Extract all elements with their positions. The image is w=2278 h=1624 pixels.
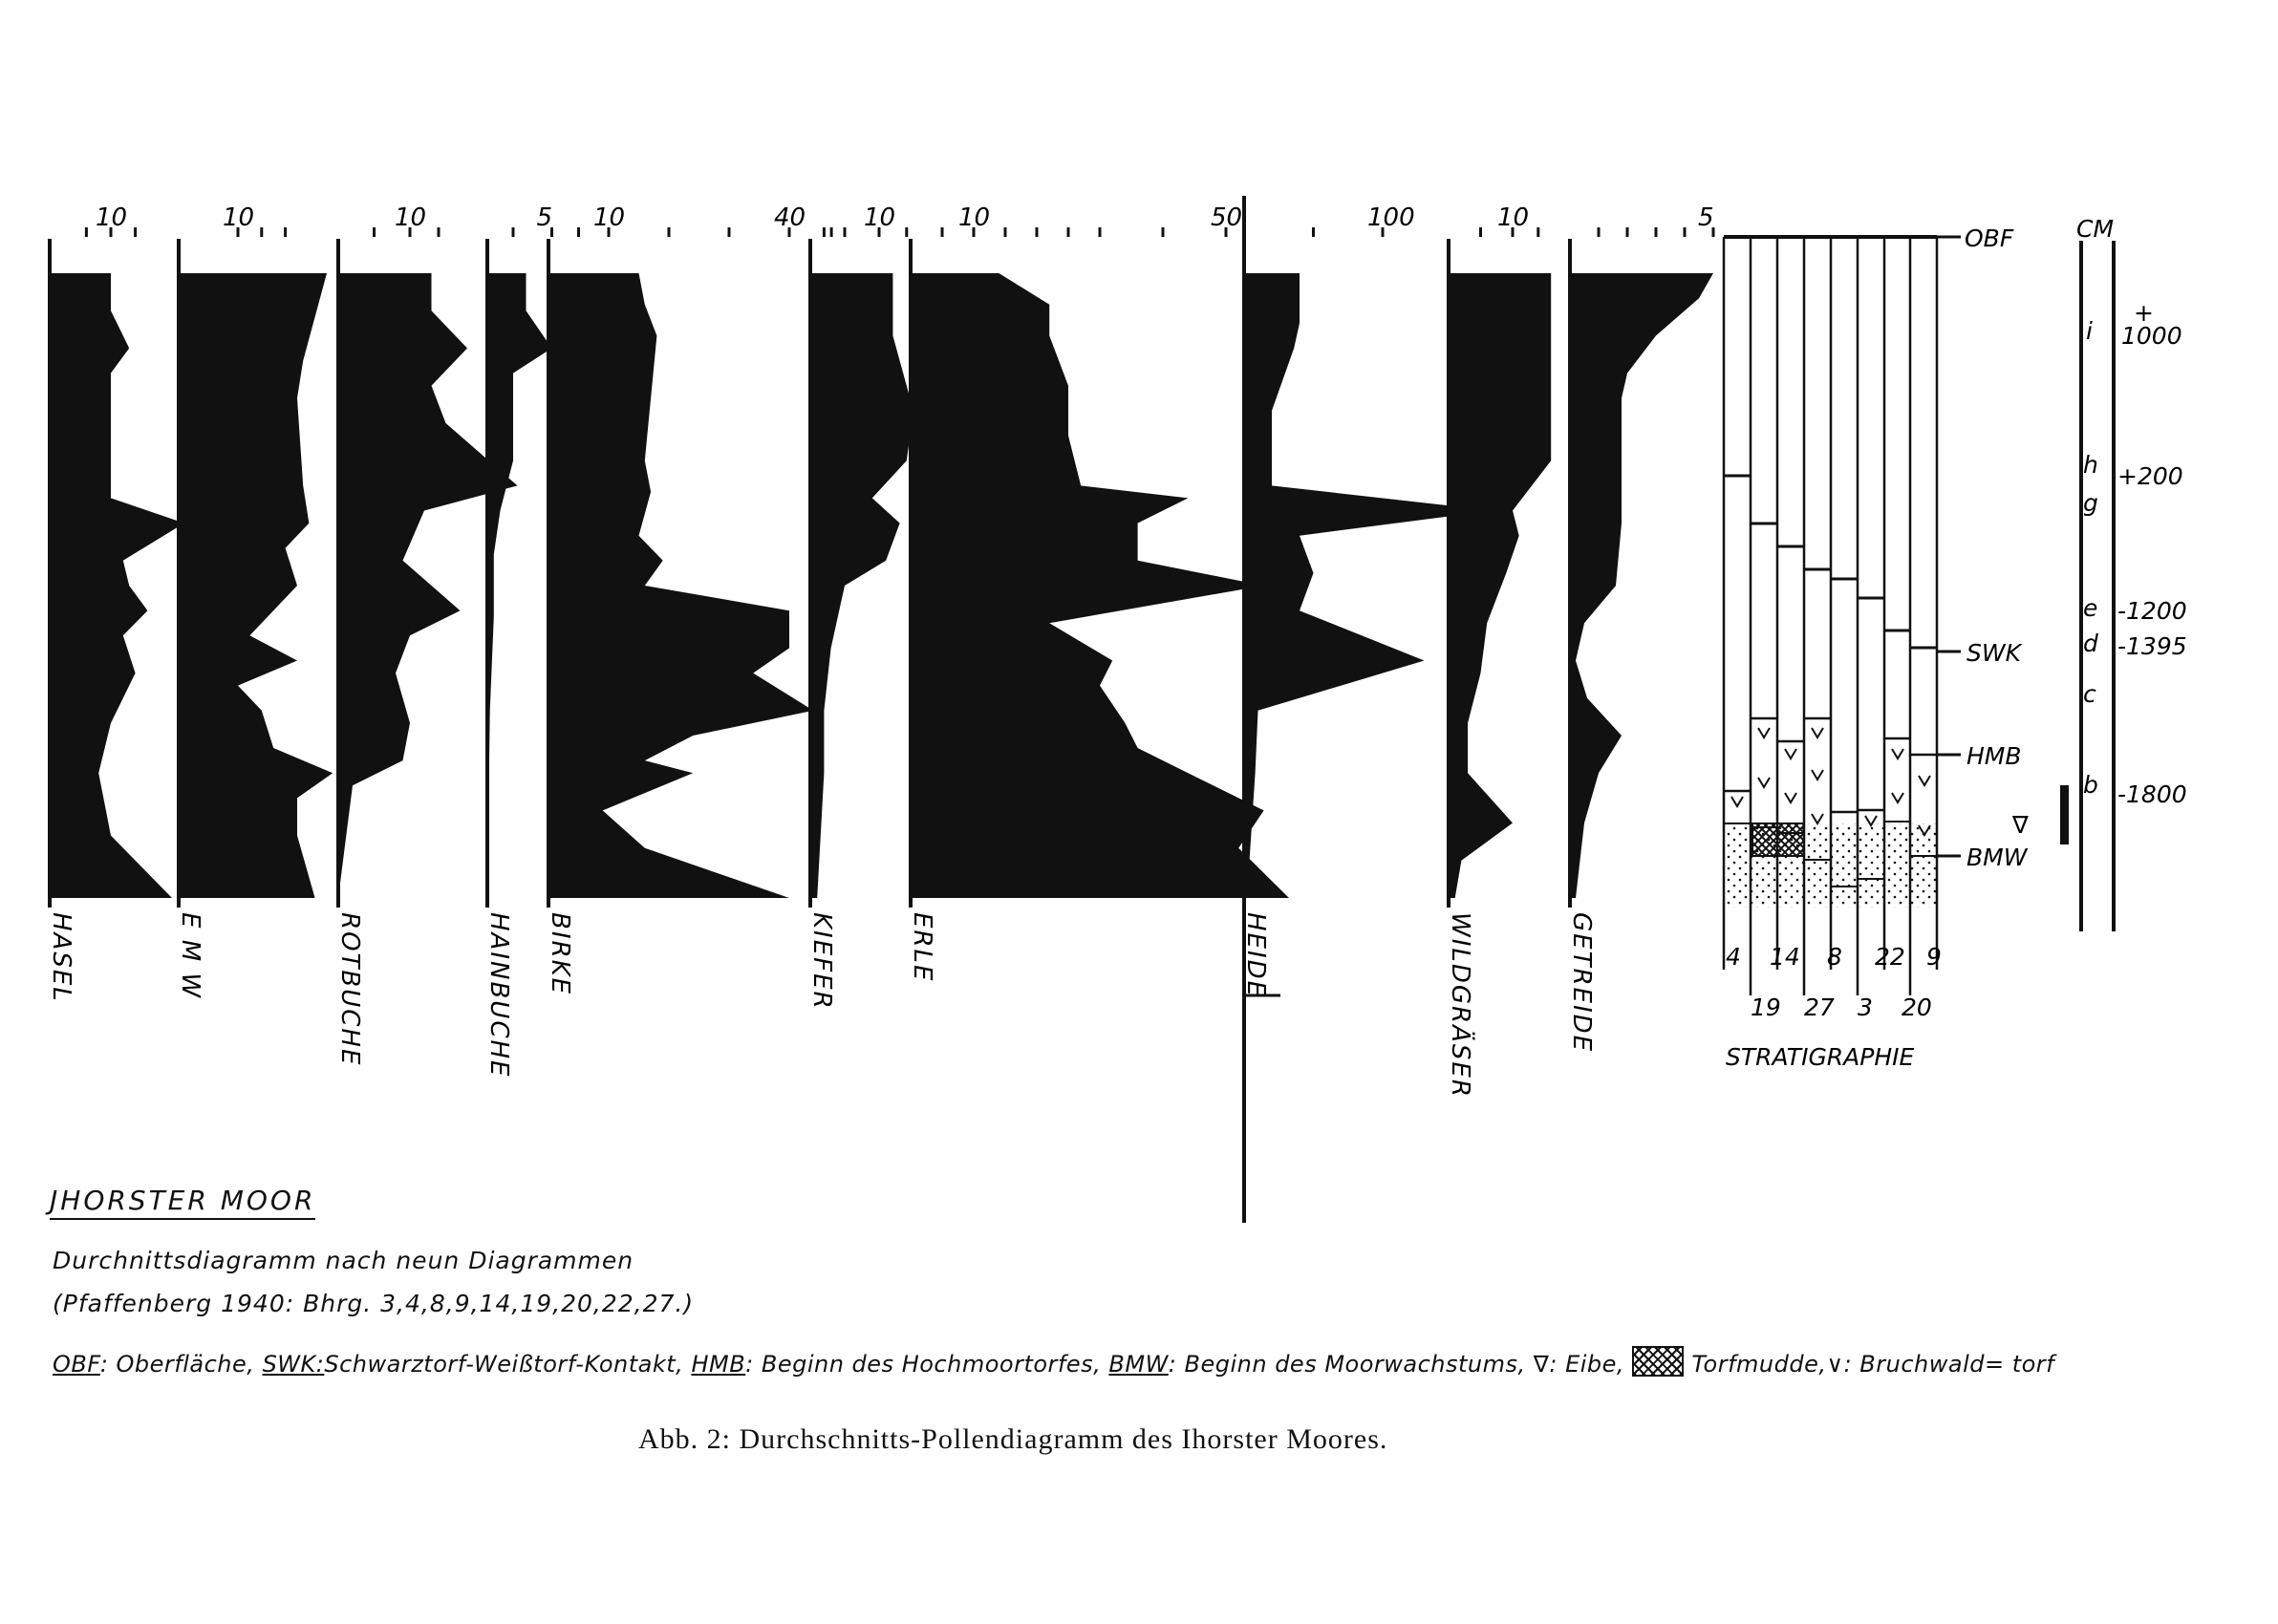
legend-swk-abbr: SWK: xyxy=(262,1351,325,1378)
description-line-2: (Pfaffenberg 1940: Bhrg. 3,4,8,9,14,19,20,22,27.) xyxy=(53,1290,695,1317)
date-1800: -1800 xyxy=(2117,780,2187,808)
zone-g: g xyxy=(2083,489,2098,517)
label-birke: BIRKE xyxy=(546,912,574,996)
bruchwald-v-icon xyxy=(1892,749,1903,759)
strat-eibe-symbol: ∇ xyxy=(2012,811,2029,839)
tick-label-hainbuche: 5 xyxy=(536,203,553,232)
legend-obf-text: : Oberfläche, xyxy=(99,1351,255,1378)
zone-i: i xyxy=(2086,317,2093,345)
bore-number-bottom: 3 xyxy=(1858,994,1873,1021)
tick-label-birke: 10 xyxy=(593,203,626,232)
depth-axis xyxy=(2060,215,2187,931)
zone-e: e xyxy=(2083,594,2098,622)
bruchwald-v-icon xyxy=(1758,728,1770,737)
area-birke xyxy=(548,273,813,898)
tick-label-emw: 10 xyxy=(223,203,255,232)
bore-number-top: 14 xyxy=(1770,943,1800,971)
label-hasel: HASEL xyxy=(47,912,75,1003)
legend-eibe-symbol: ∇ xyxy=(1533,1351,1550,1378)
area-erle xyxy=(911,273,1289,898)
bore-number-top: 9 xyxy=(1926,943,1942,971)
eibe-bar xyxy=(2060,785,2069,844)
area-hasel xyxy=(50,273,184,898)
area-hainbuche xyxy=(487,273,552,898)
date-1200: -1200 xyxy=(2117,597,2187,625)
bruchwald-v-icon xyxy=(1785,749,1796,759)
zone-h: h xyxy=(2083,451,2098,479)
legend-bmw-abbr: BMW xyxy=(1108,1351,1169,1378)
label-wildgraeser: WILDGRÄSER xyxy=(1446,912,1474,1099)
label-heide: HEIDE xyxy=(1241,912,1270,999)
zone-c: c xyxy=(2083,680,2096,708)
zone-b: b xyxy=(2083,771,2098,799)
bruchwald-v-icon xyxy=(1785,793,1796,802)
legend-hmb-abbr: HMB xyxy=(691,1351,746,1378)
area-wildgraeser xyxy=(1449,273,1551,898)
area-kiefer xyxy=(810,273,913,898)
bore-number-top: 4 xyxy=(1726,943,1741,971)
date-1000: 1000 xyxy=(2121,322,2182,350)
strat-obf-label: OBF xyxy=(1965,224,2014,252)
strat-bmw-label: BMW xyxy=(1966,844,2028,871)
bore-number-bottom: 19 xyxy=(1751,994,1781,1021)
label-emw: E M W xyxy=(176,912,204,1000)
bruchwald-v-icon xyxy=(1892,793,1903,802)
tick-label-birke: 40 xyxy=(774,203,806,232)
legend-bruchwald-text: : Bruchwald= torf xyxy=(1843,1351,2055,1378)
legend-bruchwald-symbol: ∨ xyxy=(1826,1351,1844,1378)
bruchwald-v-icon xyxy=(1919,776,1930,785)
legend-hmb-text: : Beginn des Hochmoortorfes, xyxy=(745,1351,1102,1378)
zone-d: d xyxy=(2083,630,2098,657)
area-getreide xyxy=(1570,273,1713,898)
bruchwald-v-icon xyxy=(1812,814,1823,823)
tick-label-erle: 10 xyxy=(958,203,991,232)
tick-label-erle: 50 xyxy=(1211,203,1243,232)
stratigraphy-panel xyxy=(1724,224,2029,1071)
description-line-1: Durchnittsdiagramm nach neun Diagrammen xyxy=(53,1247,634,1274)
figure-caption: Abb. 2: Durchschnitts-Pollendiagramm des Ihorster Moores. xyxy=(638,1423,1388,1455)
legend-obf-abbr: OBF xyxy=(53,1351,100,1378)
legend xyxy=(53,1345,2155,1383)
tick-label-kiefer: 10 xyxy=(864,203,896,232)
depth-unit: CM xyxy=(2076,215,2115,243)
tick-label-hasel: 10 xyxy=(96,203,128,232)
area-emw xyxy=(179,273,333,898)
legend-swk-text: Schwarztorf-Weißtorf-Kontakt, xyxy=(324,1351,684,1378)
bore-number-top: 22 xyxy=(1875,943,1905,971)
bore-number-bottom: 27 xyxy=(1804,994,1835,1021)
label-getreide: GETREIDE xyxy=(1567,912,1596,1054)
tick-label-rotbuche: 10 xyxy=(395,203,427,232)
label-erle: ERLE xyxy=(908,912,936,983)
bore-number-bottom: 20 xyxy=(1902,994,1932,1021)
bruchwald-v-icon xyxy=(1812,770,1823,780)
date-plus: + xyxy=(2134,299,2154,327)
legend-eibe-text: : Eibe, xyxy=(1549,1351,1625,1378)
bruchwald-v-icon xyxy=(1731,797,1743,806)
strat-hmb-label: HMB xyxy=(1966,742,2022,770)
bore-number-top: 8 xyxy=(1827,943,1842,971)
legend-bmw-text: : Beginn des Moorwachstums, xyxy=(1168,1351,1526,1378)
date-200: +200 xyxy=(2117,462,2183,490)
label-rotbuche: ROTBUCHE xyxy=(335,912,364,1067)
legend-torfmudde-text: Torfmudde, xyxy=(1691,1351,1827,1378)
strat-title: STRATIGRAPHIE xyxy=(1726,1043,1915,1071)
strat-swk-label: SWK xyxy=(1966,639,2021,667)
bruchwald-v-icon xyxy=(1758,778,1770,787)
tick-label-heide: 100 xyxy=(1367,203,1415,232)
date-1395: -1395 xyxy=(2117,632,2187,660)
label-hainbuche: HAINBUCHE xyxy=(484,912,513,1079)
tick-label-wildgraeser: 10 xyxy=(1497,203,1530,232)
tick-label-getreide: 5 xyxy=(1698,203,1714,232)
pollen-curves xyxy=(50,273,1713,898)
torfmudde-swatch-icon xyxy=(1632,1346,1684,1377)
label-kiefer: KIEFER xyxy=(807,912,836,1011)
bruchwald-v-icon xyxy=(1812,728,1823,737)
site-title: JHORSTER MOOR xyxy=(50,1185,315,1220)
